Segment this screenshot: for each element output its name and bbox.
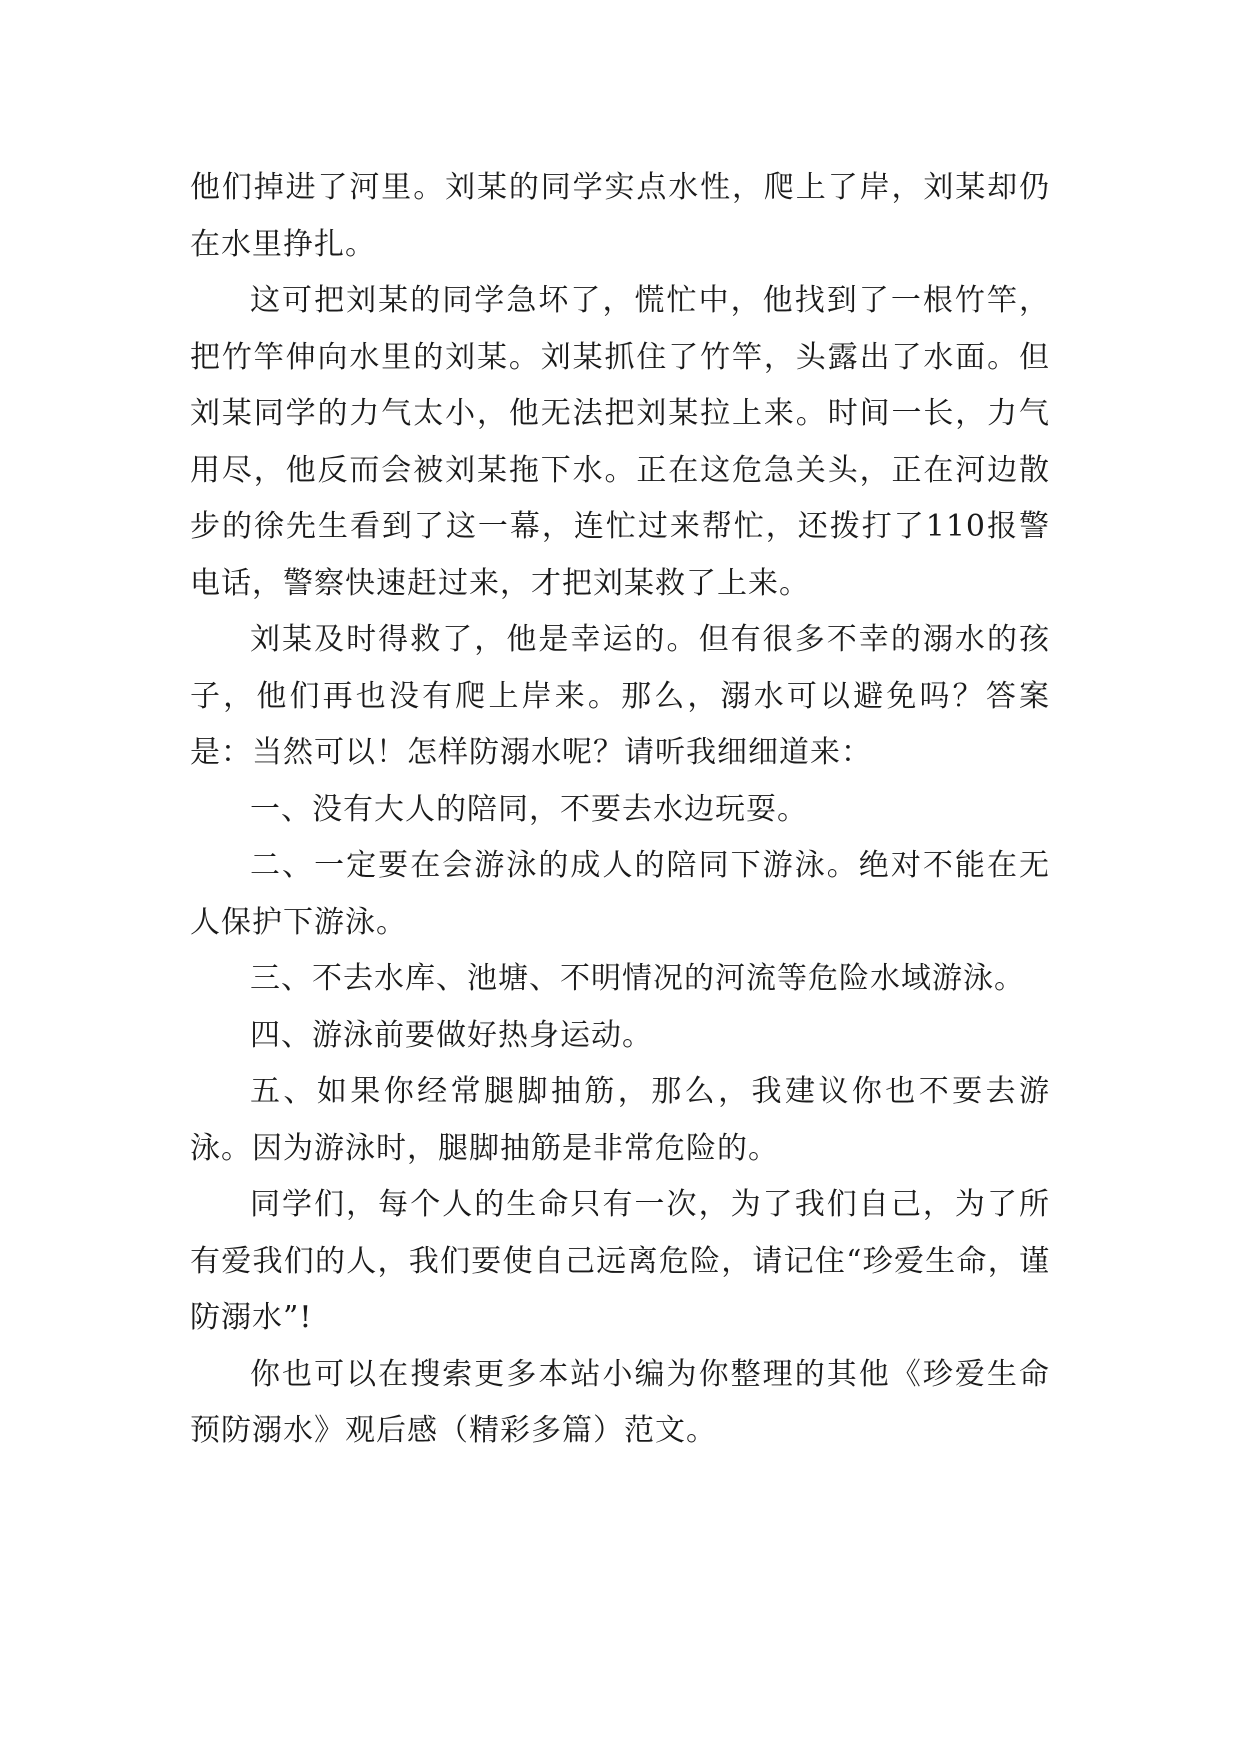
paragraph-prevention-intro: 刘某及时得救了，他是幸运的。但有很多不幸的溺水的孩子，他们再也没有爬上岸来。那么，溺水可以避免吗？答案是：当然可以！怎样防溺水呢？请听我细细道来： [190, 622, 1050, 770]
list-item-rule-3: 三、不去水库、池塘、不明情况的河流等危险水域游泳。 [250, 961, 1025, 996]
list-item-rule-1: 一、没有大人的陪同，不要去水边玩耍。 [250, 791, 808, 827]
list-item-rule-4: 四、游泳前要做好热身运动。 [250, 1017, 653, 1053]
paragraph-conclusion: 同学们，每个人的生命只有一次，为了我们自己，为了所有爱我们的人，我们要使自己远离危险，请记住“珍爱生命，谨防溺水”! [190, 1187, 1050, 1335]
list-item-rule-5: 五、如果你经常腿脚抽筋，那么，我建议你也不要去游泳。因为游泳时，腿脚抽筋是非常危险的。 [190, 1074, 1050, 1166]
paragraph-site-note: 你也可以在搜索更多本站小编为你整理的其他《珍爱生命预防溺水》观后感（精彩多篇）范文。 [190, 1356, 1050, 1448]
paragraph-rescue-story: 这可把刘某的同学急坏了，慌忙中，他找到了一根竹竿，把竹竿伸向水里的刘某。刘某抓住了竹竿，头露出了水面。但刘某同学的力气太小，他无法把刘某拉上来。时间一长，力气用尽，他反而会被刘某拖下水。正在这危急关头，正在河边散步的徐先生看到了这一幕，连忙过来帮忙，还拨打了110报警电话，警察快速赶过来，才把刘某救了上来。 [190, 283, 1050, 601]
paragraph-continuation: 他们掉进了河里。刘某的同学实点水性，爬上了岸，刘某却仍在水里挣扎。 [190, 170, 1050, 262]
document-body [190, 160, 1050, 1460]
list-item-rule-2: 二、一定要在会游泳的成人的陪同下游泳。绝对不能在无人保护下游泳。 [190, 848, 1050, 940]
